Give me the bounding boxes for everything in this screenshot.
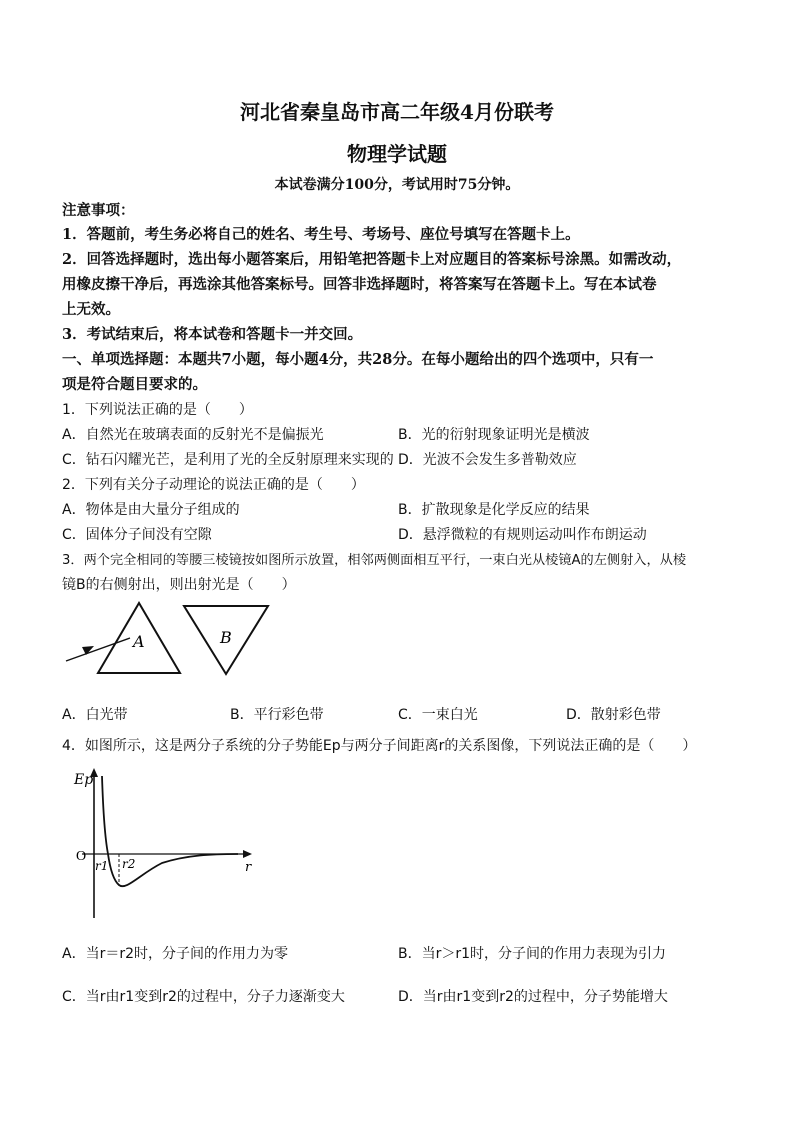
subject-title: 物理学试题	[347, 142, 447, 166]
notes-heading: 注意事项：	[62, 202, 135, 219]
prism-figure	[60, 598, 300, 694]
section-1-line-2: 项是符合题目要求的。	[62, 376, 207, 393]
q1-option-c: C．钻石闪耀光芒，是利用了光的全反射原理来实现的	[62, 452, 394, 468]
q2-stem: 2．下列有关分子动理论的说法正确的是（ ）	[62, 477, 365, 493]
r2-label: r2	[122, 857, 136, 871]
y-axis-label: Ep	[74, 772, 94, 788]
q3-stem-line-2: 镜B的右侧射出，则出射光是（ ）	[62, 577, 296, 593]
r1-label: r1	[95, 859, 109, 873]
q1-option-d: D．光波不会发生多普勒效应	[398, 452, 577, 468]
note-1: 1．答题前，考生务必将自己的姓名、考生号、考场号、座位号填写在答题卡上。	[62, 226, 580, 243]
score-note: 本试卷满分100分，考试用时75分钟。	[274, 177, 520, 193]
note-2-line-3: 上无效。	[62, 301, 120, 318]
q4-option-d: D．当r由r1变到r2的过程中，分子势能增大	[398, 989, 668, 1005]
prism-b-label: B	[220, 628, 232, 647]
q3-option-b: B．平行彩色带	[230, 707, 324, 723]
q4-stem: 4．如图所示，这是两分子系统的分子势能Ep与两分子间距离r的关系图像，下列说法正确的是（ ）	[62, 738, 697, 754]
q1-stem: 1．下列说法正确的是（ ）	[62, 402, 253, 418]
incident-ray	[66, 638, 130, 661]
note-3: 3．考试结束后，将本试卷和答题卡一并交回。	[62, 326, 363, 343]
q2-option-d: D．悬浮微粒的有规则运动叫作布朗运动	[398, 527, 647, 543]
q4-option-c: C．当r由r1变到r2的过程中，分子力逐渐变大	[62, 989, 345, 1005]
q3-option-d: D．散射彩色带	[566, 707, 661, 723]
q1-option-a: A．自然光在玻璃表面的反射光不是偏振光	[62, 427, 324, 443]
q1-option-b: B．光的衍射现象证明光是横波	[398, 427, 590, 443]
q4-option-b: B．当r＞r1时，分子间的作用力表现为引力	[398, 946, 667, 962]
q2-option-a: A．物体是由大量分子组成的	[62, 502, 240, 518]
q3-option-a: A．白光带	[62, 707, 128, 723]
potential-energy-graph	[62, 768, 262, 928]
q3-stem-line-1: 3．两个完全相同的等腰三棱镜按如图所示放置，相邻两侧面相互平行，一束白光从棱镜A的左侧射入，从棱	[62, 553, 687, 568]
q3-option-c: C．一束白光	[398, 707, 478, 723]
note-2-line-2: 用橡皮擦干净后，再选涂其他答案标号。回答非选择题时，将答案写在答题卡上。写在本试卷	[62, 276, 657, 293]
q2-option-c: C．固体分子间没有空隙	[62, 527, 212, 543]
origin-label: O	[76, 849, 87, 864]
q2-option-b: B．扩散现象是化学反应的结果	[398, 502, 590, 518]
prism-a-label: A	[133, 632, 145, 651]
section-1-line-1: 一、单项选择题：本题共7小题，每小题4分，共28分。在每小题给出的四个选项中，只有一	[62, 351, 654, 368]
x-axis-label: r	[245, 860, 252, 875]
note-2-line-1: 2．回答选择题时，选出每小题答案后，用铅笔把答题卡上对应题目的答案标号涂黑。如需改动，	[62, 251, 682, 268]
x-axis-arrow-icon	[243, 850, 252, 858]
q4-option-a: A．当r＝r2时，分子间的作用力为零	[62, 946, 288, 962]
exam-title: 河北省秦皇岛市高二年级4月份联考	[240, 100, 554, 124]
